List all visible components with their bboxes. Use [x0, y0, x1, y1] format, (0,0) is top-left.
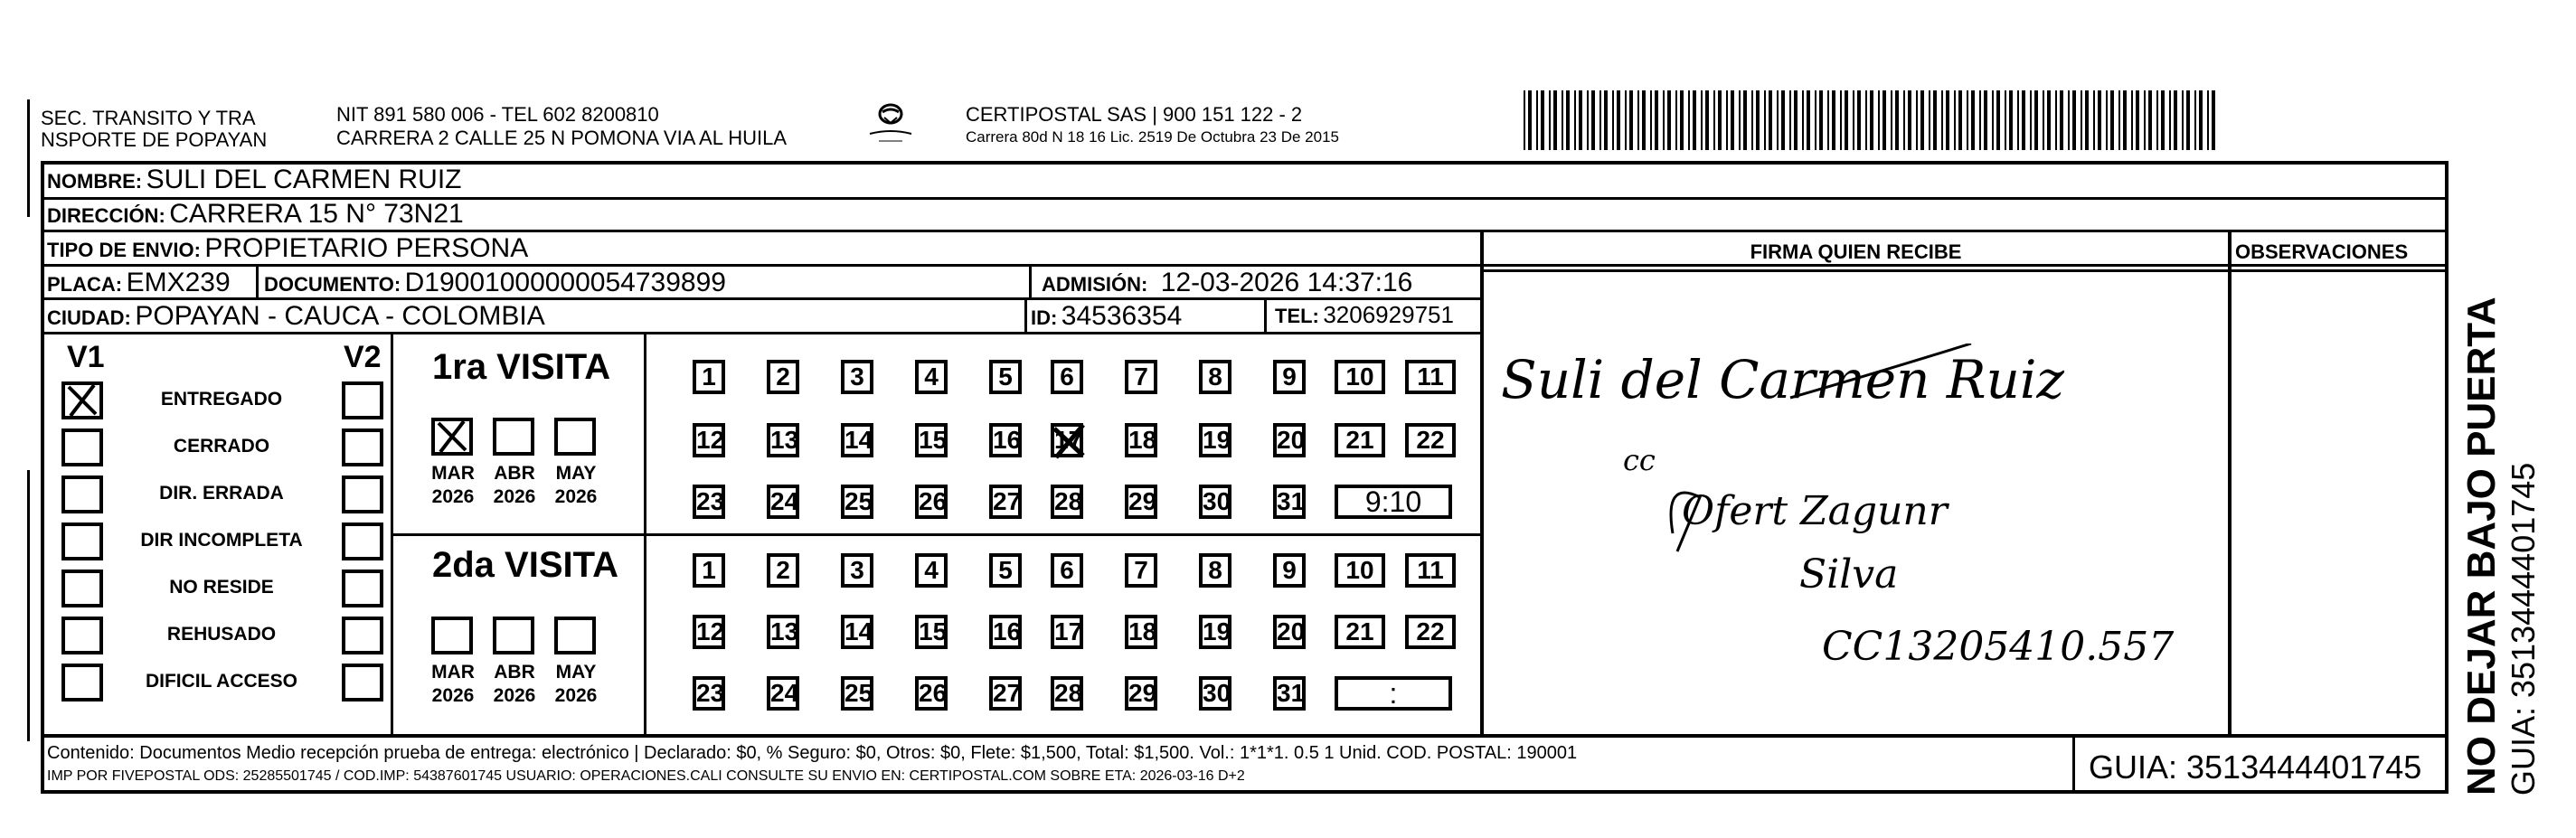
- v2-checkbox[interactable]: [342, 570, 383, 607]
- footer-line-1: Contenido: Documentos Medio recepción prueba de entrega: electrónico | Declarado: $0, % Seguro: $0, Otros: $0, Flete: $1,500, Total: $1,500. Vol.: 1*1*1. 0.5 1 Unid. COD. POSTAL: 190001: [47, 743, 1578, 763]
- status-option-label: CERRADO: [173, 436, 270, 457]
- first-month-checkbox[interactable]: [431, 418, 473, 456]
- barcode-bar: [2207, 90, 2209, 150]
- second-time-box[interactable]: :: [1335, 676, 1452, 711]
- barcode-bar: [1739, 90, 1741, 150]
- footer-line-2: IMP POR FIVEPOSTAL ODS: 25285501745 / COD.IMP: 54387601745 USUARIO: OPERACIONES.CALI CONSULTE SU ENVIO EN: CERTIPOSTAL.COM SOBRE ETA: 2026-03-16 D+2: [47, 768, 1245, 784]
- certipostal-logo: [859, 98, 922, 152]
- first-day-box[interactable]: 3: [841, 360, 873, 394]
- second-day-box[interactable]: 11: [1405, 553, 1456, 588]
- barcode-bar: [1789, 90, 1791, 150]
- barcode-bar: [1882, 90, 1886, 150]
- margin-mark: [27, 99, 30, 217]
- first-month-label: MAY: [555, 463, 597, 484]
- status-option-label: REHUSADO: [166, 624, 277, 645]
- first-month-checkbox[interactable]: [554, 418, 596, 456]
- first-year-label: 2026: [431, 486, 475, 507]
- margin-mark: [27, 470, 30, 741]
- second-day-box[interactable]: 2: [767, 553, 799, 588]
- direccion-value: CARRERA 15 N° 73N21: [169, 199, 464, 229]
- barcode-bar: [1579, 90, 1582, 150]
- barcode-bar: [2072, 90, 2076, 150]
- barcode-bar: [1984, 90, 1987, 150]
- barcode-bar: [1929, 90, 1930, 150]
- first-day-box[interactable]: 6: [1051, 360, 1083, 394]
- tipo-value: PROPIETARIO PERSONA: [204, 233, 529, 263]
- barcode-bar: [1751, 90, 1753, 150]
- barcode-bar: [1807, 90, 1810, 150]
- barcode-bar: [1642, 90, 1646, 150]
- barcode-bar: [1908, 90, 1911, 150]
- second-day-box[interactable]: 21: [1335, 615, 1385, 649]
- barcode-bar: [1625, 90, 1627, 150]
- nit-line: NIT 891 580 006 - TEL 602 8200810: [336, 103, 659, 126]
- first-day-box[interactable]: 21: [1335, 423, 1385, 457]
- barcode-bar: [2034, 90, 2038, 150]
- barcode-bar: [1693, 90, 1696, 150]
- barcode-bar: [1832, 90, 1835, 150]
- sender-line-1: SEC. TRANSITO Y TRA: [41, 107, 256, 129]
- first-day-box[interactable]: 16: [989, 423, 1022, 457]
- first-day-box[interactable]: 11: [1405, 360, 1456, 394]
- barcode-bar: [2169, 90, 2171, 150]
- first-day-box[interactable]: 8: [1199, 360, 1231, 394]
- second-year-label: 2026: [431, 685, 475, 706]
- nombre-row: NOMBRE: SULI DEL CARMEN RUIZ: [47, 165, 462, 194]
- barcode-bar: [2060, 90, 2063, 150]
- v2-checkbox[interactable]: [342, 523, 383, 560]
- barcode-bar: [1916, 90, 1918, 150]
- second-day-box[interactable]: 18: [1125, 615, 1157, 649]
- second-day-box[interactable]: 27: [989, 676, 1022, 711]
- second-day-box[interactable]: 31: [1273, 676, 1306, 711]
- first-day-box[interactable]: 18: [1125, 423, 1157, 457]
- second-month-label: MAR: [431, 662, 475, 683]
- first-day-box[interactable]: 5: [989, 360, 1022, 394]
- second-year-label: 2026: [554, 685, 598, 706]
- barcode-bar: [1637, 90, 1639, 150]
- first-day-box[interactable]: 17: [1051, 423, 1083, 457]
- barcode-bar: [1996, 90, 2000, 150]
- barcode-bar: [1562, 90, 1563, 150]
- barcode-bar: [2017, 90, 2019, 150]
- first-day-box[interactable]: 9: [1273, 360, 1306, 394]
- barcode-bar: [1865, 90, 1867, 150]
- barcode-bar: [1549, 90, 1551, 150]
- second-day-box[interactable]: 28: [1051, 676, 1083, 711]
- second-month-checkbox[interactable]: [431, 617, 473, 654]
- placa-row: PLACA: EMX239: [47, 268, 231, 297]
- first-month-label: MAR: [431, 463, 475, 484]
- barcode-bar: [1979, 90, 1981, 150]
- barcode-bar: [1591, 90, 1595, 150]
- ciudad-value: POPAYAN - CAUCA - COLOMBIA: [135, 301, 545, 331]
- first-month-label: ABR: [494, 463, 535, 484]
- first-day-box[interactable]: 31: [1273, 485, 1306, 519]
- status-option-label: ENTREGADO: [160, 389, 283, 410]
- id-value: 34536354: [1061, 301, 1183, 331]
- barcode-bar: [1958, 90, 1962, 150]
- v1-checkbox[interactable]: [61, 523, 103, 560]
- status-option-label: DIR. ERRADA: [159, 483, 284, 504]
- barcode-bar: [1726, 90, 1728, 150]
- barcode-bar: [2156, 90, 2158, 150]
- second-visit-title: 2da VISITA: [432, 545, 618, 585]
- first-year-label: 2026: [493, 486, 536, 507]
- barcode-bar: [2186, 90, 2190, 150]
- barcode-bar: [1870, 90, 1873, 150]
- barcode-bar: [1587, 90, 1589, 150]
- barcode-bar: [1667, 90, 1671, 150]
- barcode-bar: [1827, 90, 1829, 150]
- barcode-bar: [1769, 90, 1772, 150]
- barcode-bar: [1629, 90, 1633, 150]
- barcode-bar: [1853, 90, 1854, 150]
- second-day-box[interactable]: 14: [841, 615, 873, 649]
- first-day-box[interactable]: 1: [693, 360, 725, 394]
- barcode-bar: [1612, 90, 1614, 150]
- observaciones-header: OBSERVACIONES: [2235, 240, 2409, 263]
- barcode-bar: [1857, 90, 1861, 150]
- svg-text:Ofert Zagunr: Ofert Zagunr: [1682, 488, 1948, 534]
- first-day-box[interactable]: 10: [1335, 360, 1385, 394]
- svg-text:cc: cc: [1623, 443, 1656, 477]
- second-month-checkbox[interactable]: [554, 617, 596, 654]
- barcode-bar: [1688, 90, 1690, 150]
- address-line: CARRERA 2 CALLE 25 N POMONA VIA AL HUILA: [336, 127, 788, 149]
- barcode-bar: [1524, 90, 1525, 150]
- v2-checkbox[interactable]: [342, 428, 383, 466]
- barcode-bar: [1815, 90, 1816, 150]
- second-day-box[interactable]: 3: [841, 553, 873, 588]
- barcode-bar: [2123, 90, 2127, 150]
- second-day-box[interactable]: 10: [1335, 553, 1385, 588]
- barcode-bar: [2110, 90, 2114, 150]
- second-month-checkbox[interactable]: [493, 617, 534, 654]
- v1-checkbox[interactable]: [61, 428, 103, 466]
- first-day-box[interactable]: 23: [693, 485, 725, 519]
- barcode-bar: [2093, 90, 2095, 150]
- nombre-value: SULI DEL CARMEN RUIZ: [146, 165, 462, 194]
- svg-text:CC13205410.557: CC13205410.557: [1822, 624, 2175, 670]
- second-month-label: MAY: [555, 662, 597, 683]
- barcode-bar: [2144, 90, 2146, 150]
- first-day-box[interactable]: 30: [1199, 485, 1231, 519]
- barcode-bar: [1954, 90, 1956, 150]
- barcode-bar: [1553, 90, 1557, 150]
- barcode-bar: [2047, 90, 2051, 150]
- second-day-box[interactable]: 17: [1051, 615, 1083, 649]
- first-day-box[interactable]: 24: [767, 485, 799, 519]
- svg-text:Silva: Silva: [1799, 551, 1899, 598]
- first-day-box[interactable]: 26: [915, 485, 948, 519]
- barcode-bar: [1903, 90, 1905, 150]
- barcode-bar: [1819, 90, 1823, 150]
- id-row: ID: 34536354: [1031, 301, 1183, 331]
- tipo-row: TIPO DE ENVIO: PROPIETARIO PERSONA: [47, 233, 529, 263]
- barcode-bar: [2085, 90, 2089, 150]
- barcode-bar: [1845, 90, 1848, 150]
- v1-label: V1: [67, 340, 105, 374]
- barcode-bar: [1933, 90, 1937, 150]
- barcode-bar: [1536, 90, 1538, 150]
- barcode-bar: [1992, 90, 1994, 150]
- second-day-box[interactable]: 30: [1199, 676, 1231, 711]
- barcode-bar: [2005, 90, 2006, 150]
- barcode-bar: [2055, 90, 2057, 150]
- documento-value: D19001000000054739899: [404, 268, 726, 297]
- barcode-bar: [2161, 90, 2165, 150]
- second-day-box[interactable]: 8: [1199, 553, 1231, 588]
- barcode-bar: [1718, 90, 1722, 150]
- second-day-box[interactable]: 6: [1051, 553, 1083, 588]
- first-day-box[interactable]: 15: [915, 423, 948, 457]
- second-day-box[interactable]: 1: [693, 553, 725, 588]
- admision-row: ADMISIÓN: 12-03-2026 14:37:16: [1042, 268, 1413, 297]
- status-option-label: NO RESIDE: [169, 577, 274, 598]
- company-line: CERTIPOSTAL SAS | 900 151 122 - 2: [966, 103, 1303, 126]
- barcode-bar: [2118, 90, 2120, 150]
- barcode-bar: [1840, 90, 1842, 150]
- first-day-box[interactable]: 12: [693, 423, 725, 457]
- barcode-bar: [1895, 90, 1899, 150]
- first-day-box[interactable]: 29: [1125, 485, 1157, 519]
- barcode-bar: [1764, 90, 1766, 150]
- barcode-bar: [1731, 90, 1734, 150]
- first-day-box[interactable]: 25: [841, 485, 873, 519]
- second-year-label: 2026: [493, 685, 536, 706]
- second-day-box[interactable]: 15: [915, 615, 948, 649]
- barcode-bar: [2212, 90, 2215, 150]
- barcode-bar: [1701, 90, 1703, 150]
- second-day-box[interactable]: 29: [1125, 676, 1157, 711]
- first-day-box[interactable]: 28: [1051, 485, 1083, 519]
- status-option-label: DIFICIL ACCESO: [145, 671, 297, 692]
- second-day-box[interactable]: 4: [915, 553, 948, 588]
- v2-checkbox[interactable]: [342, 381, 383, 419]
- v2-label: V2: [344, 340, 382, 374]
- barcode-bar: [2136, 90, 2139, 150]
- first-day-box[interactable]: 19: [1199, 423, 1231, 457]
- barcode-bar: [1756, 90, 1760, 150]
- first-day-box[interactable]: 7: [1125, 360, 1157, 394]
- v2-checkbox[interactable]: [342, 475, 383, 513]
- second-day-box[interactable]: 7: [1125, 553, 1157, 588]
- signature-scribble: [1492, 344, 2215, 705]
- v1-checkbox[interactable]: [61, 475, 103, 513]
- second-day-box[interactable]: 26: [915, 676, 948, 711]
- v1-checkbox[interactable]: [61, 617, 103, 654]
- barcode-bar: [2194, 90, 2196, 150]
- second-day-box[interactable]: 16: [989, 615, 1022, 649]
- no-dejar-bajo-puerta: NO DEJAR BAJO PUERTA: [2459, 297, 2504, 796]
- barcode-bar: [1574, 90, 1576, 150]
- barcode: [1524, 90, 2229, 150]
- first-day-box[interactable]: 27: [989, 485, 1022, 519]
- first-month-checkbox[interactable]: [493, 418, 534, 456]
- side-guia: GUIA: 3513444401745: [2505, 462, 2542, 796]
- barcode-bar: [1920, 90, 1924, 150]
- barcode-bar: [2009, 90, 2013, 150]
- barcode-bar: [1802, 90, 1804, 150]
- barcode-bar: [2030, 90, 2032, 150]
- second-day-box[interactable]: 22: [1405, 615, 1456, 649]
- barcode-bar: [1941, 90, 1943, 150]
- barcode-bar: [2148, 90, 2152, 150]
- second-day-box[interactable]: 5: [989, 553, 1022, 588]
- tel-value: 3206929751: [1323, 301, 1454, 328]
- first-visit-title: 1ra VISITA: [432, 347, 611, 387]
- first-day-box[interactable]: 14: [841, 423, 873, 457]
- sender-line-2: NSPORTE DE POPAYAN: [41, 128, 268, 151]
- second-day-box[interactable]: 20: [1273, 615, 1306, 649]
- barcode-bar: [1675, 90, 1677, 150]
- barcode-bar: [2199, 90, 2203, 150]
- firma-header: FIRMA QUIEN RECIBE: [1750, 240, 1962, 263]
- svg-text:Suli del Carmen Ruiz: Suli del Carmen Ruiz: [1501, 349, 2064, 410]
- barcode-bar: [1650, 90, 1652, 150]
- ciudad-row: CIUDAD: POPAYAN - CAUCA - COLOMBIA: [47, 301, 545, 331]
- barcode-bar: [1713, 90, 1715, 150]
- first-day-box[interactable]: 4: [915, 360, 948, 394]
- second-day-box[interactable]: 24: [767, 676, 799, 711]
- barcode-bar: [1946, 90, 1949, 150]
- barcode-bar: [1541, 90, 1544, 150]
- v2-checkbox[interactable]: [342, 617, 383, 654]
- first-time-box[interactable]: 9:10: [1335, 485, 1452, 519]
- first-day-box[interactable]: 13: [767, 423, 799, 457]
- second-day-box[interactable]: 25: [841, 676, 873, 711]
- barcode-bar: [1663, 90, 1665, 150]
- barcode-bar: [1528, 90, 1532, 150]
- barcode-bar: [2081, 90, 2082, 150]
- barcode-bar: [2182, 90, 2184, 150]
- second-day-box[interactable]: 12: [693, 615, 725, 649]
- status-option-label: DIR INCOMPLETA: [140, 530, 303, 551]
- barcode-bar: [2098, 90, 2101, 150]
- first-day-box[interactable]: 22: [1405, 423, 1456, 457]
- first-day-box[interactable]: 2: [767, 360, 799, 394]
- barcode-bar: [1680, 90, 1684, 150]
- second-day-box[interactable]: 19: [1199, 615, 1231, 649]
- barcode-bar: [1617, 90, 1620, 150]
- barcode-bar: [1891, 90, 1892, 150]
- barcode-bar: [1878, 90, 1880, 150]
- second-month-label: ABR: [494, 662, 535, 683]
- barcode-bar: [1971, 90, 1975, 150]
- barcode-bar: [2106, 90, 2108, 150]
- barcode-bar: [1705, 90, 1709, 150]
- barcode-bar: [1599, 90, 1601, 150]
- barcode-bar: [1781, 90, 1785, 150]
- admision-value: 12-03-2026 14:37:16: [1160, 268, 1413, 297]
- barcode-bar: [1794, 90, 1798, 150]
- documento-row: DOCUMENTO: D19001000000054739899: [264, 268, 726, 297]
- barcode-bar: [2022, 90, 2025, 150]
- barcode-bar: [2131, 90, 2133, 150]
- first-year-label: 2026: [554, 486, 598, 507]
- barcode-bar: [2068, 90, 2070, 150]
- second-day-box[interactable]: 23: [693, 676, 725, 711]
- second-day-box[interactable]: 13: [767, 615, 799, 649]
- barcode-bar: [2174, 90, 2177, 150]
- footer-guia: GUIA: 3513444401745: [2089, 749, 2422, 786]
- barcode-bar: [2043, 90, 2044, 150]
- direccion-row: DIRECCIÓN: CARRERA 15 N° 73N21: [47, 199, 464, 229]
- v1-checkbox[interactable]: [61, 570, 103, 607]
- barcode-bar: [1777, 90, 1779, 150]
- barcode-bar: [1566, 90, 1570, 150]
- placa-value: EMX239: [126, 268, 231, 297]
- v2-checkbox[interactable]: [342, 664, 383, 701]
- first-day-box[interactable]: 20: [1273, 423, 1306, 457]
- barcode-bar: [1967, 90, 1968, 150]
- tel-row: TEL: 3206929751: [1275, 301, 1454, 328]
- barcode-bar: [1743, 90, 1747, 150]
- barcode-bar: [1655, 90, 1658, 150]
- second-day-box[interactable]: 9: [1273, 553, 1306, 588]
- company-sub: Carrera 80d N 18 16 Lic. 2519 De Octubra 23 De 2015: [966, 128, 1339, 146]
- barcode-bar: [1604, 90, 1608, 150]
- v1-checkbox[interactable]: [61, 381, 103, 419]
- v1-checkbox[interactable]: [61, 664, 103, 701]
